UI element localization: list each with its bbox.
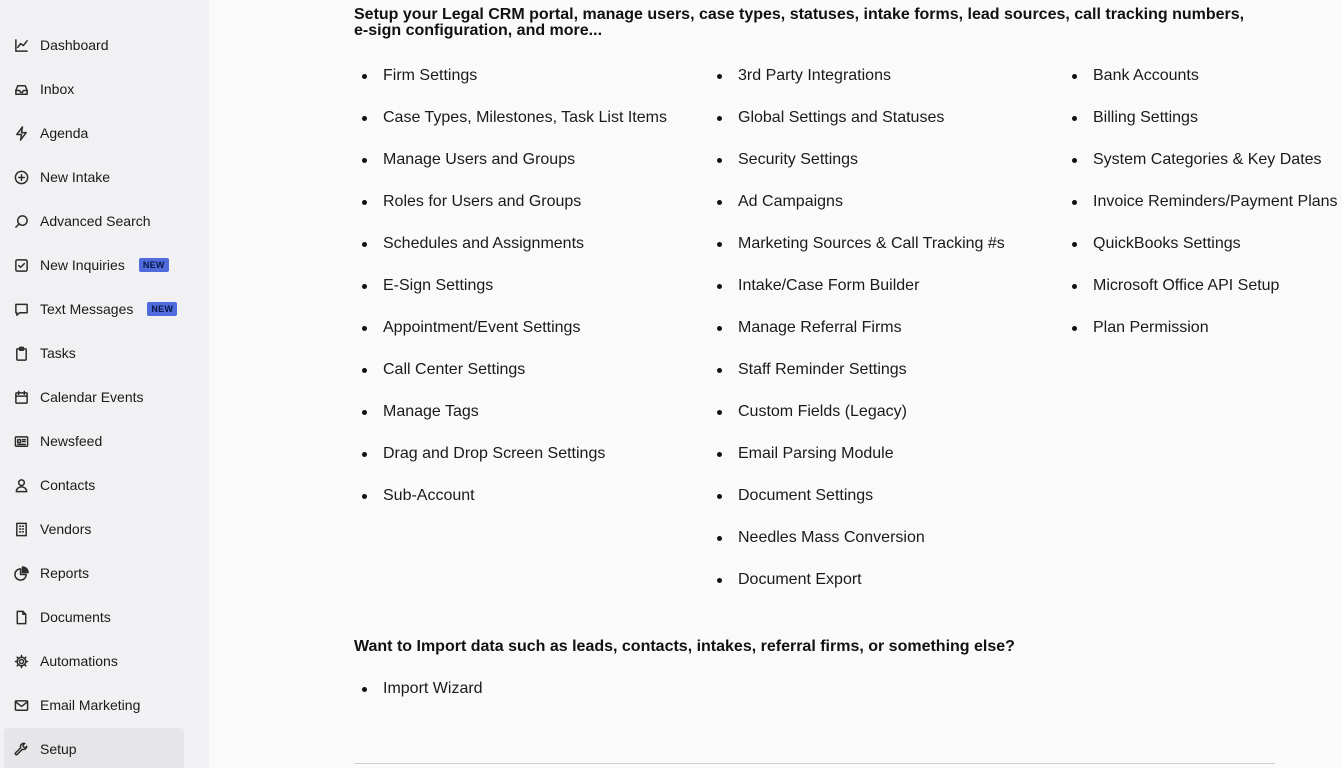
- setting-link[interactable]: Intake/Case Form Builder: [709, 276, 1005, 318]
- search-icon: [13, 213, 29, 229]
- sidebar-item-label: Contacts: [40, 477, 96, 493]
- sidebar-item-label: Documents: [40, 609, 111, 625]
- import-heading: Want to Import data such as leads, contacts, intakes, referral firms, or something else?: [354, 638, 1015, 655]
- settings-column-1: [354, 66, 667, 528]
- sidebar-item-text-messages[interactable]: [4, 288, 184, 330]
- setting-link[interactable]: Schedules and Assignments: [354, 234, 667, 276]
- setting-link[interactable]: Firm Settings: [354, 66, 667, 108]
- sidebar-item-new-inquiries[interactable]: [4, 244, 184, 286]
- sidebar-item-label: Email Marketing: [40, 697, 141, 713]
- sidebar-item-label: Automations: [40, 653, 118, 669]
- sidebar-item-label: Agenda: [40, 125, 89, 141]
- setting-link[interactable]: QuickBooks Settings: [1064, 234, 1338, 276]
- setting-link[interactable]: Plan Permission: [1064, 318, 1338, 360]
- sidebar-item-newsfeed[interactable]: [4, 420, 184, 462]
- sidebar-item-label: Calendar Events: [40, 389, 144, 405]
- chat-icon: [13, 301, 29, 317]
- chart-line-icon: [13, 37, 29, 53]
- setting-link[interactable]: Email Parsing Module: [709, 444, 1005, 486]
- document-icon: [13, 609, 29, 625]
- sidebar-item-email-marketing[interactable]: [4, 684, 184, 726]
- plus-circle-icon: [13, 169, 29, 185]
- sidebar-item-label: Newsfeed: [40, 433, 103, 449]
- building-icon: [13, 521, 29, 537]
- newspaper-icon: [13, 433, 29, 449]
- sidebar-item-label: Text Messages: [40, 301, 134, 317]
- sidebar-item-label: Reports: [40, 565, 90, 581]
- sidebar-item-reports[interactable]: [4, 552, 184, 594]
- settings-column-2: [709, 66, 1005, 612]
- clipboard-icon: [13, 345, 29, 361]
- setting-link[interactable]: Staff Reminder Settings: [709, 360, 1005, 402]
- pie-chart-icon: [13, 565, 29, 581]
- setting-link[interactable]: Document Export: [709, 570, 1005, 612]
- setting-link[interactable]: Ad Campaigns: [709, 192, 1005, 234]
- setting-link[interactable]: Call Center Settings: [354, 360, 667, 402]
- setting-link[interactable]: Manage Referral Firms: [709, 318, 1005, 360]
- import-wizard-link[interactable]: Import Wizard: [354, 679, 483, 699]
- setting-link[interactable]: 3rd Party Integrations: [709, 66, 1005, 108]
- gear-icon: [13, 653, 29, 669]
- sidebar-item-label: Advanced Search: [40, 213, 151, 229]
- sidebar-item-label: New Intake: [40, 169, 111, 185]
- sidebar-item-agenda[interactable]: [4, 112, 184, 154]
- sidebar-item-new-intake[interactable]: [4, 156, 184, 198]
- sidebar-item-label: Inbox: [40, 81, 75, 97]
- sidebar-item-label: Dashboard: [40, 37, 109, 53]
- sidebar-item-label: Setup: [40, 741, 77, 757]
- sidebar-item-automations[interactable]: [4, 640, 184, 682]
- sidebar-item-documents[interactable]: [4, 596, 184, 638]
- page-intro: Setup your Legal CRM portal, manage users, case types, statuses, intake forms, lead sources, call tracking numbers, e-sign configuration, and more...: [354, 6, 1245, 39]
- sidebar-item-inbox[interactable]: [4, 68, 184, 110]
- setting-link[interactable]: Billing Settings: [1064, 108, 1338, 150]
- setting-link[interactable]: Case Types, Milestones, Task List Items: [354, 108, 667, 150]
- setting-link[interactable]: Microsoft Office API Setup: [1064, 276, 1338, 318]
- section-divider: [354, 763, 1275, 764]
- sidebar-item-setup[interactable]: [4, 728, 184, 768]
- setting-link[interactable]: Appointment/Event Settings: [354, 318, 667, 360]
- user-icon: [13, 477, 29, 493]
- setting-link[interactable]: E-Sign Settings: [354, 276, 667, 318]
- setting-link[interactable]: Marketing Sources & Call Tracking #s: [709, 234, 1005, 276]
- setting-link[interactable]: Sub-Account: [354, 486, 667, 528]
- envelope-icon: [13, 697, 29, 713]
- import-list: [354, 679, 483, 699]
- sidebar-item-advanced-search[interactable]: [4, 200, 184, 242]
- sidebar-item-label: Vendors: [40, 521, 92, 537]
- calendar-icon: [13, 389, 29, 405]
- wrench-icon: [13, 741, 29, 757]
- setting-link[interactable]: Needles Mass Conversion: [709, 528, 1005, 570]
- checkbox-icon: [13, 257, 29, 273]
- sidebar-item-vendors[interactable]: [4, 508, 184, 550]
- setting-link[interactable]: Global Settings and Statuses: [709, 108, 1005, 150]
- setting-link[interactable]: Security Settings: [709, 150, 1005, 192]
- inbox-icon: [13, 81, 29, 97]
- setting-link[interactable]: Roles for Users and Groups: [354, 192, 667, 234]
- new-badge: NEW: [147, 302, 177, 316]
- sidebar: [0, 0, 209, 768]
- setting-link[interactable]: Invoice Reminders/Payment Plans: [1064, 192, 1338, 234]
- setting-link[interactable]: Document Settings: [709, 486, 1005, 528]
- sidebar-item-label: Tasks: [40, 345, 76, 361]
- sidebar-item-contacts[interactable]: [4, 464, 184, 506]
- sidebar-item-dashboard[interactable]: [4, 24, 184, 66]
- setting-link[interactable]: Custom Fields (Legacy): [709, 402, 1005, 444]
- setting-link[interactable]: System Categories & Key Dates: [1064, 150, 1338, 192]
- setting-link[interactable]: Manage Users and Groups: [354, 150, 667, 192]
- settings-column-3: [1064, 66, 1338, 360]
- sidebar-item-calendar-events[interactable]: [4, 376, 184, 418]
- sidebar-item-label: New Inquiries: [40, 257, 125, 273]
- sidebar-item-tasks[interactable]: [4, 332, 184, 374]
- new-badge: NEW: [139, 258, 169, 272]
- lightning-icon: [13, 125, 29, 141]
- setting-link[interactable]: Manage Tags: [354, 402, 667, 444]
- setting-link[interactable]: Drag and Drop Screen Settings: [354, 444, 667, 486]
- setting-link[interactable]: Bank Accounts: [1064, 66, 1338, 108]
